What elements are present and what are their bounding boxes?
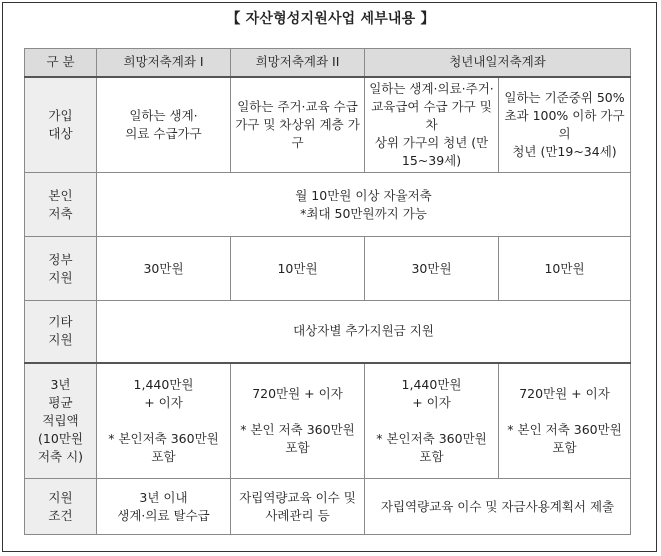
cell-conditions-hope2: 자립역량교육 이수 및 사례관리 등 [231,479,365,535]
header-youth: 청년내일저축계좌 [365,49,631,77]
row-other-support [25,301,631,363]
label-self-saving: 본인 저축 [25,173,97,237]
cell-gov-youth-a: 30만원 [365,237,499,301]
header-hope1: 희망저축계좌 I [97,49,231,77]
label-other-support: 기타 지원 [25,301,97,363]
row-gov-support [25,237,631,301]
cell-three-year-hope1: 1,440만원 + 이자 * 본인저축 360만원 포함 [97,363,231,479]
header-hope2: 희망저축계좌 II [231,49,365,77]
asset-support-table [24,48,631,535]
cell-three-year-youth-b: 720만원 + 이자 * 본인 저축 360만원 포함 [499,363,631,479]
page-title: 【 자산형성지원사업 세부내용 】 [226,11,435,27]
label-gov-support: 정부 지원 [25,237,97,301]
label-three-year: 3년 평균 적립액 (10만원 저축 시) [25,363,97,479]
row-conditions [25,479,631,535]
row-three-year [25,363,631,479]
label-eligibility: 가입 대상 [25,77,97,173]
cell-gov-youth-b: 10만원 [499,237,631,301]
cell-eligibility-youth-b: 일하는 기준중위 50% 초과 100% 이하 가구의 청년 (만19~34세) [499,77,631,173]
cell-three-year-youth-a: 1,440만원 + 이자 * 본인저축 360만원 포함 [365,363,499,479]
cell-eligibility-hope1: 일하는 생계· 의료 수급가구 [97,77,231,173]
cell-conditions-hope1: 3년 이내 생계·의료 탈수급 [97,479,231,535]
cell-three-year-hope2: 720만원 + 이자 * 본인 저축 360만원 포함 [231,363,365,479]
cell-gov-hope2: 10만원 [231,237,365,301]
cell-conditions-youth: 자립역량교육 이수 및 자금사용계획서 제출 [365,479,631,535]
row-eligibility [25,77,631,173]
label-conditions: 지원 조건 [25,479,97,535]
row-self-saving [25,173,631,237]
header-category: 구 분 [25,49,97,77]
cell-gov-hope1: 30만원 [97,237,231,301]
cell-self-saving: 월 10만원 이상 자율저축 *최대 50만원까지 가능 [97,173,631,237]
cell-eligibility-hope2: 일하는 주거·교육 수급 가구 및 차상위 계층 가구 [231,77,365,173]
cell-eligibility-youth-a: 일하는 생계·의료·주거· 교육급여 수급 가구 및 차 상위 가구의 청년 (만 15~39세) [365,77,499,173]
header-row [25,49,631,77]
cell-other-support: 대상자별 추가지원금 지원 [97,301,631,363]
